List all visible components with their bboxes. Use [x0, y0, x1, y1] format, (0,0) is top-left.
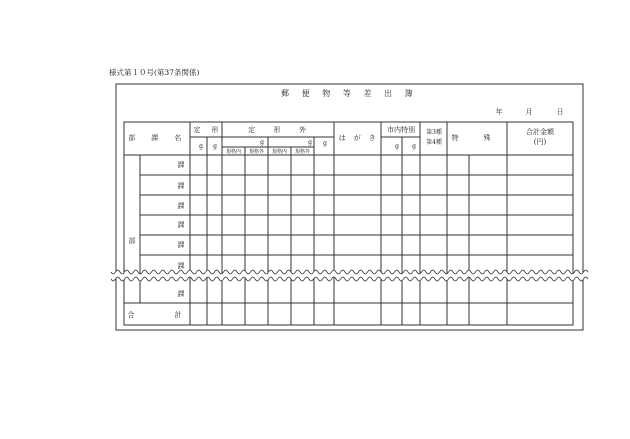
header-postcard: は が き [338, 134, 377, 142]
table-cell [402, 195, 420, 215]
table-cell [207, 155, 222, 175]
table-cell [222, 276, 245, 303]
table-cell [447, 235, 469, 255]
table-cell [447, 195, 469, 215]
header-non-standard: 定 形 外 [248, 126, 312, 134]
table-cell [447, 155, 469, 175]
header-standard: 定 形 [193, 126, 221, 134]
section-label: 課 [177, 262, 185, 270]
table-cell [402, 155, 420, 175]
table-cell [334, 195, 381, 215]
table-cell [507, 155, 573, 175]
table-cell [469, 155, 507, 175]
table-cell [245, 235, 268, 255]
table-cell [402, 235, 420, 255]
form-outer-frame [116, 84, 583, 330]
table-cell [268, 175, 291, 195]
header-city-special: 市内特別 [387, 126, 415, 134]
header-class-4: 第4種 [426, 139, 442, 146]
table-cell [207, 215, 222, 235]
date-month-label: 月 [525, 108, 533, 116]
city-special-weight-unit-2: g [412, 143, 416, 150]
header-total-amount: 合計金額 [526, 128, 554, 136]
table-cell [268, 215, 291, 235]
total-cell [314, 303, 334, 325]
table-cell [314, 155, 334, 175]
section-label: 課 [177, 221, 185, 229]
table-cell [334, 155, 381, 175]
table-cell [507, 215, 573, 235]
table-cell [381, 235, 402, 255]
outside-standard-label-2: 規格外 [294, 149, 311, 155]
total-cell [268, 303, 291, 325]
table-cell [190, 235, 207, 255]
table-body-labels [128, 160, 185, 319]
table-cell [334, 235, 381, 255]
header-non-standard-weight-cell-2 [268, 137, 314, 147]
table-cell [420, 276, 447, 303]
date-year-label: 年 [495, 108, 503, 116]
table-cell [314, 175, 334, 195]
table-header [124, 122, 573, 155]
within-standard-label-2: 規格内 [271, 149, 288, 155]
date-day-label: 日 [556, 108, 564, 116]
header-special: 特 殊 [451, 134, 500, 142]
table-cell [381, 195, 402, 215]
table-cell [291, 155, 314, 175]
table-cell [334, 215, 381, 235]
mail-register-table [124, 122, 573, 325]
table-cell [222, 175, 245, 195]
total-row-label-left: 合 [127, 311, 135, 319]
table-cell [420, 155, 447, 175]
total-row-label-right: 計 [174, 311, 182, 319]
table-cell [314, 195, 334, 215]
total-cell [402, 303, 420, 325]
total-cell [420, 303, 447, 325]
total-cell [207, 303, 222, 325]
table-cell [469, 195, 507, 215]
total-cell [245, 303, 268, 325]
standard-weight-unit-1: g [199, 143, 203, 150]
section-label: 課 [177, 241, 185, 249]
table-cell [222, 155, 245, 175]
table-cell [507, 235, 573, 255]
table-cell [507, 195, 573, 215]
table-cell [190, 215, 207, 235]
table-cell [245, 195, 268, 215]
table-cell [268, 235, 291, 255]
total-cell [507, 303, 573, 325]
table-cell [190, 195, 207, 215]
section-label: 課 [177, 290, 185, 298]
table-cell [314, 235, 334, 255]
city-special-weight-unit-1: g [395, 143, 399, 150]
total-cell [291, 303, 314, 325]
table-cell [314, 215, 334, 235]
table-cell [402, 215, 420, 235]
omission-wave-break [111, 270, 588, 281]
table-cell [447, 175, 469, 195]
table-cell [381, 215, 402, 235]
table-cell [190, 155, 207, 175]
table-cell [420, 235, 447, 255]
table-cell [245, 175, 268, 195]
non-standard-weight-unit-2: g [308, 139, 312, 146]
table-cell [447, 215, 469, 235]
form-title: 郵 便 物 等 差 出 簿 [281, 89, 415, 98]
table-cell [291, 195, 314, 215]
standard-weight-unit-2: g [213, 143, 217, 150]
non-standard-weight-unit-3: g [323, 140, 327, 147]
table-cell [245, 155, 268, 175]
table-cell [222, 215, 245, 235]
table-cell [222, 235, 245, 255]
table-cell [245, 215, 268, 235]
table-cell [334, 175, 381, 195]
table-cell [420, 215, 447, 235]
table-cell [268, 155, 291, 175]
table-cell [291, 235, 314, 255]
total-cell [469, 303, 507, 325]
within-standard-label-1: 規格内 [225, 149, 242, 155]
header-dept-section-name: 部 課 名 [128, 134, 186, 142]
table-cell [207, 175, 222, 195]
table-cell [420, 195, 447, 215]
outside-standard-label-1: 規格外 [248, 149, 265, 155]
section-label: 課 [177, 161, 185, 169]
total-cell [334, 303, 381, 325]
table-cell [469, 175, 507, 195]
table-cell [381, 175, 402, 195]
department-label: 部 [128, 237, 136, 245]
table-cell [207, 195, 222, 215]
table-cell [507, 175, 573, 195]
total-cell [190, 303, 207, 325]
table-cell [402, 175, 420, 195]
total-cell [447, 303, 469, 325]
table-cell [190, 175, 207, 195]
table-cell [268, 195, 291, 215]
table-cell [291, 175, 314, 195]
section-label: 課 [177, 202, 185, 210]
table-cell [381, 155, 402, 175]
form-number: 様式第１０号(第37条関係) [109, 68, 200, 77]
table-cell [291, 215, 314, 235]
table-cell [469, 215, 507, 235]
table-cell [207, 235, 222, 255]
table-body [124, 155, 573, 325]
total-cell [222, 303, 245, 325]
section-label: 課 [177, 182, 185, 190]
table-cell [420, 175, 447, 195]
total-cell [381, 303, 402, 325]
table-cell [222, 195, 245, 215]
table-cell [268, 276, 291, 303]
non-standard-weight-unit-1: g [260, 139, 264, 146]
header-city-special-weight-cell-2 [402, 137, 420, 155]
header-class-3: 第3種 [426, 129, 442, 136]
table-cell [469, 235, 507, 255]
header-total-amount-unit: (円) [533, 138, 547, 146]
